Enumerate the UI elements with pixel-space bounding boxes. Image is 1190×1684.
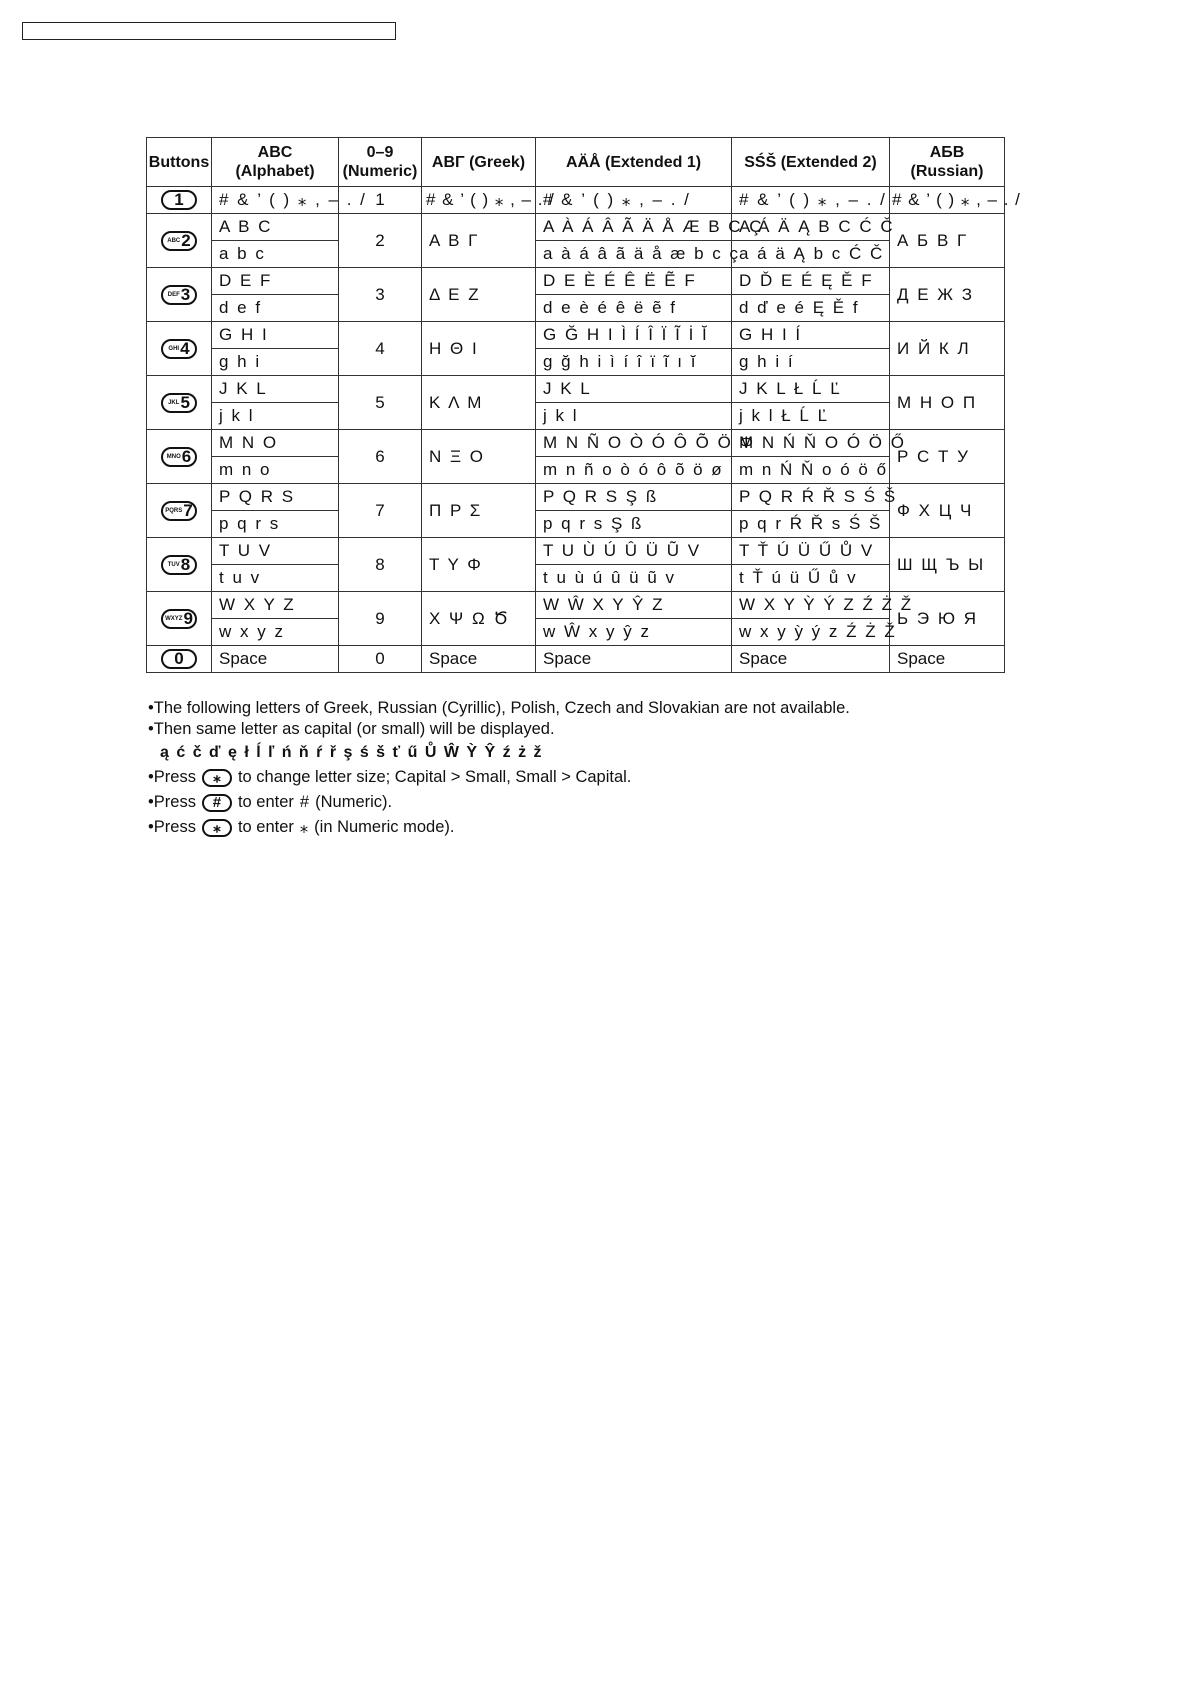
cell-greek: Ν Ξ Ο bbox=[422, 430, 536, 484]
key-6-icon: MNO 6 bbox=[147, 430, 212, 484]
cell-greek: Α Β Γ bbox=[422, 214, 536, 268]
cell-greek: Space bbox=[422, 646, 536, 673]
note-enter-hash: •Press # to enter # (Numeric). bbox=[148, 793, 393, 812]
star-key-icon: ⁎ bbox=[202, 819, 232, 837]
cell-rus: Ь Э Ю Я bbox=[890, 592, 1005, 646]
table-row bbox=[147, 268, 1005, 295]
cell-num: 5 bbox=[339, 376, 422, 430]
table-row bbox=[147, 565, 1005, 592]
cell-ext1-lower: t u ù ú û ü ũ v bbox=[536, 565, 732, 592]
table-row bbox=[147, 376, 1005, 403]
cell-ext1-upper: P Q R S Ş ß bbox=[536, 484, 732, 511]
cell-ext2: Space bbox=[732, 646, 890, 673]
cell-ext1-lower: j k l bbox=[536, 403, 732, 430]
cell-greek: Η Θ Ι bbox=[422, 322, 536, 376]
cell-num: 2 bbox=[339, 214, 422, 268]
table-row bbox=[147, 457, 1005, 484]
cell-ext1-upper: A À Á Â Ã Ä Å Æ B C Ç bbox=[536, 214, 732, 241]
table-row bbox=[147, 241, 1005, 268]
cell-ext2-upper: A Á Ä Ą B C Ć Č bbox=[732, 214, 890, 241]
cell-ext1: # & ’ ( ) ⁎ , – . / bbox=[536, 187, 732, 214]
table-row bbox=[147, 511, 1005, 538]
cell-ext1-upper: T U Ù Ú Û Ü Ũ V bbox=[536, 538, 732, 565]
cell-ext1-upper: G Ğ H I Ì Í Î Ï Ĩ İ Ĭ bbox=[536, 322, 732, 349]
cell-num: 3 bbox=[339, 268, 422, 322]
header-alphabet: ABC (Alphabet) bbox=[212, 138, 339, 187]
cell-abc-upper: P Q R S bbox=[212, 484, 339, 511]
key-0-icon: 0 bbox=[147, 646, 212, 673]
cell-ext2-lower: p q r Ŕ Ř s Ś Š bbox=[732, 511, 890, 538]
cell-ext1-upper: J K L bbox=[536, 376, 732, 403]
cell-abc-upper: M N O bbox=[212, 430, 339, 457]
cell-greek: Χ Ψ Ω Ծ bbox=[422, 592, 536, 646]
cell-ext2-lower: a á ä Ą b c Ć Č bbox=[732, 241, 890, 268]
key-7-icon: PQRS 7 bbox=[147, 484, 212, 538]
cell-abc-upper: G H I bbox=[212, 322, 339, 349]
cell-ext2-upper: D Ď E É Ę Ě F bbox=[732, 268, 890, 295]
header-russian: АБВ (Russian) bbox=[890, 138, 1005, 187]
cell-greek: # & ’ ( ) ⁎ , – . / bbox=[422, 187, 536, 214]
note-unavailable: •The following letters of Greek, Russian (Cyrillic), Polish, Czech and Slovakian are not available. bbox=[148, 699, 850, 717]
cell-rus: # & ’ ( ) ⁎ , – . / bbox=[890, 187, 1005, 214]
cell-ext2-lower: j k l Ł Ĺ Ľ bbox=[732, 403, 890, 430]
cell-abc-upper: W X Y Z bbox=[212, 592, 339, 619]
cell-ext2-lower: w x y ỳ ý z Ź Ż Ž bbox=[732, 619, 890, 646]
header-extended1: AÄÅ (Extended 1) bbox=[536, 138, 732, 187]
cell-abc-lower: j k l bbox=[212, 403, 339, 430]
table-row bbox=[147, 430, 1005, 457]
cell-ext2-lower: g h i í bbox=[732, 349, 890, 376]
cell-num: 1 bbox=[339, 187, 422, 214]
key-4-icon: GHI 4 bbox=[147, 322, 212, 376]
note-enter-star: •Press ⁎ to enter ⁎ (in Numeric mode). bbox=[148, 818, 455, 837]
cell-abc-upper: D E F bbox=[212, 268, 339, 295]
cell-num: 7 bbox=[339, 484, 422, 538]
cell-ext1-lower: m n ñ o ò ó ô õ ö ø bbox=[536, 457, 732, 484]
key-3-icon: DEF 3 bbox=[147, 268, 212, 322]
cell-abc-lower: p q r s bbox=[212, 511, 339, 538]
cell-ext1-lower: p q r s Ş ß bbox=[536, 511, 732, 538]
cell-abc-lower: t u v bbox=[212, 565, 339, 592]
cell-ext2-upper: T Ť Ú Ü Ű Ů V bbox=[732, 538, 890, 565]
table-row bbox=[147, 295, 1005, 322]
cell-ext2-lower: t Ť ú ü Ű ů v bbox=[732, 565, 890, 592]
character-table bbox=[146, 137, 1021, 673]
header-greek: ΑΒΓ (Greek) bbox=[422, 138, 536, 187]
cell-ext2-upper: P Q R Ŕ Ř S Ś Š bbox=[732, 484, 890, 511]
cell-ext2-upper: G H I Í bbox=[732, 322, 890, 349]
table-row bbox=[147, 538, 1005, 565]
table-row bbox=[147, 187, 1005, 214]
cell-ext2: # & ’ ( ) ⁎ , – . / bbox=[732, 187, 890, 214]
cell-greek: Δ Ε Ζ bbox=[422, 268, 536, 322]
table-row bbox=[147, 349, 1005, 376]
cell-ext1: Space bbox=[536, 646, 732, 673]
cell-ext2-lower: d ď e é Ę Ě f bbox=[732, 295, 890, 322]
cell-greek: Τ Υ Φ bbox=[422, 538, 536, 592]
hash-key-icon: # bbox=[202, 794, 232, 812]
header-buttons: Buttons bbox=[147, 138, 212, 187]
cell-abc-upper: A B C bbox=[212, 214, 339, 241]
notes bbox=[148, 698, 1028, 838]
table-row bbox=[147, 592, 1005, 619]
key-8-icon: TUV 8 bbox=[147, 538, 212, 592]
cell-abc-lower: a b c bbox=[212, 241, 339, 268]
cell-abc-lower: m n o bbox=[212, 457, 339, 484]
cell-num: 8 bbox=[339, 538, 422, 592]
cell-abc-upper: T U V bbox=[212, 538, 339, 565]
table-row bbox=[147, 403, 1005, 430]
cell-rus: Р С Т У bbox=[890, 430, 1005, 484]
cell-abc-lower: w x y z bbox=[212, 619, 339, 646]
cell-abc: # & ’ ( ) ⁎ , – . / bbox=[212, 187, 339, 214]
cell-abc-lower: d e f bbox=[212, 295, 339, 322]
cell-rus: Ф Х Ц Ч bbox=[890, 484, 1005, 538]
cell-rus: И Й К Л bbox=[890, 322, 1005, 376]
cell-rus: Ш Щ Ъ Ы bbox=[890, 538, 1005, 592]
table-header-row bbox=[147, 138, 1005, 187]
cell-rus: А Б В Г bbox=[890, 214, 1005, 268]
header-numeric: 0–9 (Numeric) bbox=[339, 138, 422, 187]
cell-ext2-upper: M N Ń Ň O Ó Ö Ő bbox=[732, 430, 890, 457]
cell-ext2-upper: J K L Ł Ĺ Ľ bbox=[732, 376, 890, 403]
star-key-icon: ⁎ bbox=[202, 769, 232, 787]
table-row bbox=[147, 214, 1005, 241]
key-9-icon: WXYZ 9 bbox=[147, 592, 212, 646]
cell-ext2-upper: W X Y Ỳ Ý Z Ź Ż Ž bbox=[732, 592, 890, 619]
header-box bbox=[22, 22, 396, 40]
cell-abc-upper: J K L bbox=[212, 376, 339, 403]
cell-rus: М Н О П bbox=[890, 376, 1005, 430]
cell-num: 4 bbox=[339, 322, 422, 376]
cell-greek: Κ Λ Μ bbox=[422, 376, 536, 430]
cell-ext1-upper: D E È É Ê Ë Ẽ F bbox=[536, 268, 732, 295]
header-extended2: SŚŠ (Extended 2) bbox=[732, 138, 890, 187]
table-row bbox=[147, 646, 1005, 673]
table-row bbox=[147, 619, 1005, 646]
note-displayed: •Then same letter as capital (or small) will be displayed. bbox=[148, 720, 555, 738]
cell-greek: Π Ρ Σ bbox=[422, 484, 536, 538]
cell-ext1-lower: d e è é ê ë ẽ f bbox=[536, 295, 732, 322]
cell-abc-lower: g h i bbox=[212, 349, 339, 376]
cell-ext1-lower: a à á â ã ä å æ b c ç bbox=[536, 241, 732, 268]
table-row bbox=[147, 484, 1005, 511]
cell-num: 9 bbox=[339, 592, 422, 646]
cell-ext1-upper: W Ŵ X Y Ŷ Z bbox=[536, 592, 732, 619]
cell-num: 6 bbox=[339, 430, 422, 484]
note-letter-size: •Press ⁎ to change letter size; Capital > Small, Small > Capital. bbox=[148, 768, 632, 787]
table-row bbox=[147, 322, 1005, 349]
key-2-icon: ABC 2 bbox=[147, 214, 212, 268]
cell-ext2-lower: m n Ń Ň o ó ö ő bbox=[732, 457, 890, 484]
special-letters: ą ć č ď ę ł ĺ ľ ń ň ŕ ř ş ś š ť ű Ů Ŵ Ỳ Ŷ ź ż ž bbox=[160, 744, 544, 761]
cell-rus: Д Е Ж З bbox=[890, 268, 1005, 322]
cell-rus: Space bbox=[890, 646, 1005, 673]
key-5-icon: JKL 5 bbox=[147, 376, 212, 430]
cell-ext1-lower: w Ŵ x y ŷ z bbox=[536, 619, 732, 646]
cell-abc: Space bbox=[212, 646, 339, 673]
cell-num: 0 bbox=[339, 646, 422, 673]
key-1-icon: 1 bbox=[147, 187, 212, 214]
cell-ext1-upper: M N Ñ O Ò Ó Ô Õ Ö Φ bbox=[536, 430, 732, 457]
cell-ext1-lower: g ğ h i ì í î ï ĩ ı ĭ bbox=[536, 349, 732, 376]
